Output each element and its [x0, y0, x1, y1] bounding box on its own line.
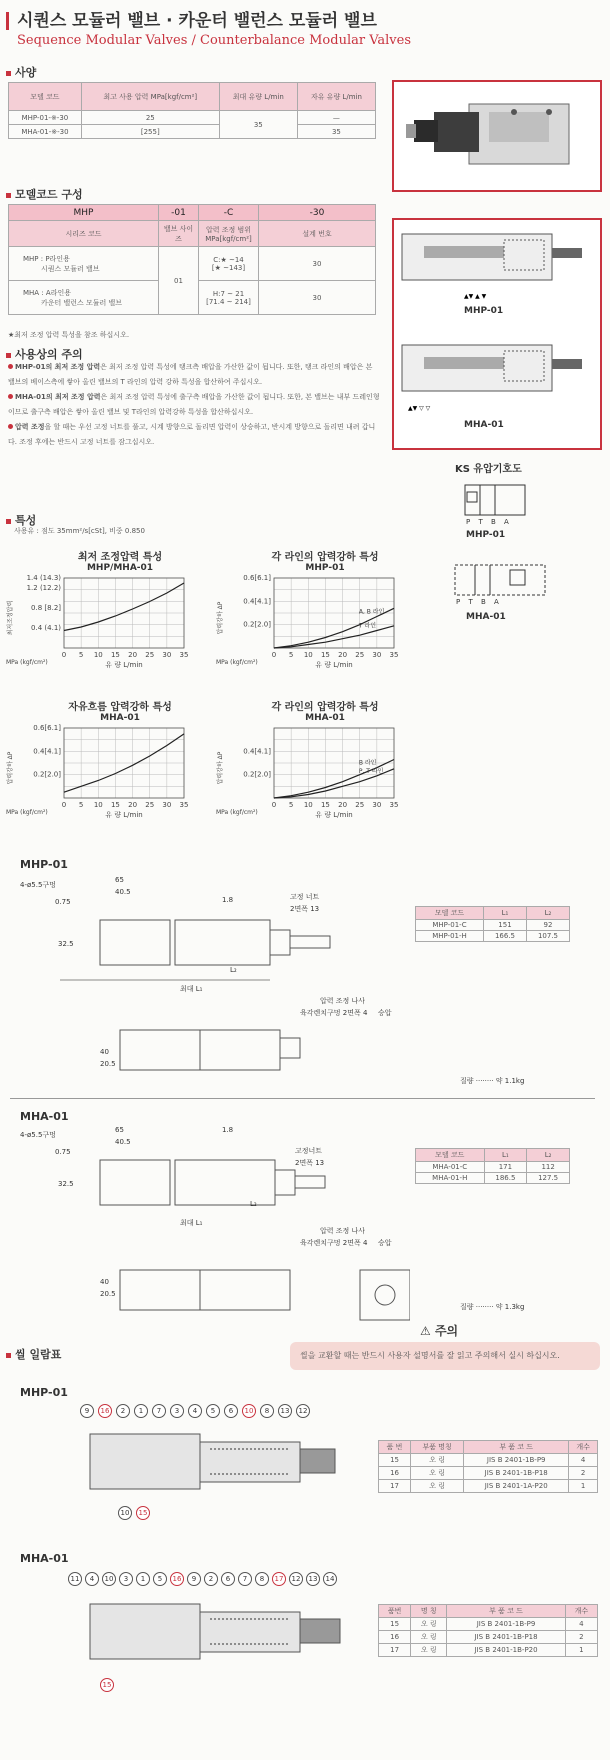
- seal-th: 개수: [569, 1441, 598, 1454]
- code-part: MHP: [9, 205, 159, 221]
- characteristics-heading: 특성: [6, 512, 36, 528]
- dim-mha-label-205: 20.5: [100, 1290, 116, 1298]
- x-tick-label: 20: [128, 651, 138, 659]
- y-tick-label: 1.2 (12.2): [26, 584, 61, 592]
- valve-photo-image: [394, 82, 600, 190]
- dim-th: L₂: [527, 1149, 570, 1162]
- dim-mhp-label-holes: 4-ø5.5구멍: [20, 881, 56, 889]
- seal-cell: 1: [565, 1644, 597, 1657]
- dim-mhp-label-up: 승압: [378, 1009, 392, 1017]
- callout-number: 12: [289, 1572, 303, 1586]
- spec-cell: —: [297, 111, 375, 125]
- model-code-table: [8, 204, 376, 315]
- model-footnote: ★최저 조정 압력 특성을 참조 하십시오.: [8, 331, 130, 339]
- callout-number: 4: [188, 1404, 202, 1418]
- series-label: P, T 라인: [358, 767, 384, 775]
- y-axis-label: 압력강하 ΔP: [7, 751, 14, 785]
- seal-heading: 씰 일람표: [6, 1346, 61, 1362]
- dim-mha-label-l1: 최대 L₁: [180, 1219, 203, 1227]
- dim-mhp-label-screw: 압력 조정 나사: [320, 997, 366, 1005]
- y-tick-label: 0.2[2.0]: [243, 620, 271, 629]
- dim-mhp-label-nut: 고정 너트: [290, 893, 320, 901]
- dim-mha-label-wrench: 육각렌치구멍 2면폭 4: [300, 1239, 368, 1247]
- dim-mhp-label-nutwidth: 2면폭 13: [290, 905, 320, 913]
- dim-cell: MHP-01-H: [416, 931, 484, 942]
- chart-mha-pressure-drop: [214, 722, 424, 834]
- y-axis-unit: MPa (kgf/cm²): [216, 659, 258, 666]
- callout-number: 13: [306, 1572, 320, 1586]
- dim-th: 모델 코드: [416, 907, 484, 920]
- spec-col: 최고 사용 압력 MPa[kgf/cm²]: [81, 83, 219, 111]
- y-tick-label: 0.2[2.0]: [243, 770, 271, 779]
- chart2-header: [235, 548, 415, 573]
- seal-th: 부품 명칭: [411, 1441, 464, 1454]
- x-tick-label: 35: [179, 651, 189, 659]
- chart4-subtitle: MHA-01: [305, 713, 345, 723]
- page-header: [6, 6, 411, 48]
- dim-cell: 186.5: [484, 1173, 527, 1184]
- cutaway-drawing: [394, 220, 600, 448]
- code-sub: 압력 조정 범위 MPa[kgf/cm²]: [199, 221, 259, 247]
- dim-mha-label-l2: L₂: [250, 1200, 257, 1208]
- dim-mha-label-405: 40.5: [115, 1138, 131, 1146]
- seal-cell: 1: [569, 1480, 598, 1493]
- callout-number: 10: [242, 1404, 256, 1418]
- cautions-list: [8, 360, 380, 450]
- chart3-title: 자유흐름 압력강하 특성: [68, 702, 172, 713]
- callout-number: 2: [204, 1572, 218, 1586]
- dim-mha-heading: MHA-01: [20, 1110, 69, 1123]
- caution-item: MHA-01의 최저 조정 압력은 최저 조정 압력 특성에 출구측 배압을 가산한 값이 됩니다. 또한, 본 밸브는 내부 드레인형 이므로 출구측 배압은 쌓아 올린 밸브 및 T라인의 압력강하 특성을 합산하십시오.: [8, 393, 380, 416]
- cutaway-label-1: MHP-01: [464, 306, 504, 316]
- x-axis-label: 유 량 L/min: [105, 661, 143, 669]
- chart3-subtitle: MHA-01: [100, 713, 140, 723]
- seal-cell: 16: [379, 1631, 411, 1644]
- dim-cell: 112: [527, 1162, 570, 1173]
- page-title: [6, 6, 411, 31]
- callout-number: 1: [136, 1572, 150, 1586]
- dim-th: L₂: [526, 907, 569, 920]
- seal-th: 개수: [565, 1605, 597, 1618]
- warn-title: ⚠ 주의: [420, 1324, 459, 1338]
- code-design: 30: [259, 281, 376, 315]
- x-tick-label: 0: [271, 801, 277, 809]
- dim-cell: MHA-01-C: [416, 1162, 485, 1173]
- title-ko: 시퀀스 모듈러 밸브 · 카운터 밸런스 모듈러 밸브: [17, 11, 377, 31]
- caution-item: 압력 조정을 할 때는 우선 고정 너트를 풀고, 시계 방향으로 돌리면 압력이 상승하고, 반시계 방향으로 돌리면 내려 갑니다. 조정 후에는 반드시 고정 너트를 잠그십시오.: [8, 423, 376, 446]
- callout-number: 6: [224, 1404, 238, 1418]
- y-tick-label: 0.4 (4.1): [31, 624, 61, 632]
- x-tick-label: 35: [389, 651, 399, 659]
- x-tick-label: 15: [320, 801, 330, 809]
- callout-number: 7: [238, 1572, 252, 1586]
- seal-cell: JIS B 2401-1B-P20: [447, 1644, 565, 1657]
- x-tick-label: 35: [389, 801, 399, 809]
- callout-number: 12: [296, 1404, 310, 1418]
- callout-number: 13: [278, 1404, 292, 1418]
- seal-mha-heading: MHA-01: [20, 1552, 69, 1565]
- svg-text:▲▼ ▽ ▽: ▲▼ ▽ ▽: [408, 405, 431, 412]
- chart1-header: [30, 548, 210, 573]
- seal-th: 부 품 코 드: [447, 1605, 565, 1618]
- chart3-header: [30, 698, 210, 723]
- chart-mha-free-flow: [4, 722, 214, 834]
- series-label: A, B 라인: [358, 608, 385, 616]
- code-part: -01: [159, 205, 199, 221]
- code-pressure: C:★ ~14 [★ ~143]: [199, 247, 259, 281]
- callout-number: 1: [134, 1404, 148, 1418]
- dim-th: 모델 코드: [416, 1149, 485, 1162]
- x-tick-label: 10: [303, 651, 313, 659]
- seal-cell: JIS B 2401-1B-P9: [464, 1454, 569, 1467]
- model-code-heading: 모델코드 구성: [6, 186, 83, 202]
- warn-box: 씰을 교환할 때는 반드시 사용자 설명서를 잘 읽고 주의해서 실시 하십시오.: [290, 1342, 600, 1370]
- y-axis-unit: MPa (kgf/cm²): [216, 809, 258, 816]
- y-tick-label: 0.4[4.1]: [243, 597, 271, 606]
- dim-mha-label-screw: 압력 조정 나사: [320, 1227, 366, 1235]
- dim-mha-weight: 질량 ········ 약 1.3kg: [460, 1303, 525, 1311]
- seal-cell: 4: [565, 1618, 597, 1631]
- callout-number: 14: [323, 1572, 337, 1586]
- x-tick-label: 20: [338, 801, 348, 809]
- x-tick-label: 30: [372, 651, 382, 659]
- chart1-subtitle: MHP/MHA-01: [86, 563, 154, 573]
- code-part: -C: [199, 205, 259, 221]
- spec-cell: 25: [81, 111, 219, 125]
- dim-cell: 171: [484, 1162, 527, 1173]
- x-tick-label: 25: [145, 651, 155, 659]
- dim-mhp-weight: 질량 ········ 약 1.1kg: [460, 1077, 525, 1085]
- chart2-title: 각 라인의 압력강하 특성: [271, 552, 379, 563]
- code-design: 30: [259, 247, 376, 281]
- dim-mha-label-holes: 4-ø5.5구멍: [20, 1131, 56, 1139]
- callout-number: 5: [153, 1572, 167, 1586]
- dim-mhp-label-wrench: 육각렌치구멍 2면폭 4: [300, 1009, 368, 1017]
- seal-cell: 2: [565, 1631, 597, 1644]
- dim-mhp-label-205: 20.5: [100, 1060, 116, 1068]
- ks-ports-mha: P T B A: [456, 598, 499, 606]
- spec-col: 최대 유량 L/min: [219, 83, 297, 111]
- callout-number: 4: [85, 1572, 99, 1586]
- dim-mhp-label-405: 40.5: [115, 888, 131, 896]
- x-tick-label: 0: [61, 651, 67, 659]
- product-photo: [392, 80, 602, 192]
- callout-number: 3: [119, 1572, 133, 1586]
- x-tick-label: 10: [93, 651, 103, 659]
- callout-number: 8: [255, 1572, 269, 1586]
- callout-number: 2: [116, 1404, 130, 1418]
- seal-cell: JIS B 2401-1B-P18: [464, 1467, 569, 1480]
- code-pressure: H:7 ~ 21 [71.4 ~ 214]: [199, 281, 259, 315]
- dim-cell: 127.5: [527, 1173, 570, 1184]
- code-series: MHA : A라인용 카운터 밸런스 모듈러 밸브: [9, 281, 159, 315]
- ks-label-mha: MHA-01: [466, 612, 506, 622]
- callout-number: 3: [170, 1404, 184, 1418]
- series-line: [64, 583, 184, 631]
- code-sub: 설계 번호: [259, 221, 376, 247]
- seal-cell: 오 링: [411, 1631, 447, 1644]
- code-sub: 시리즈 코드: [9, 221, 159, 247]
- callout-number: 17: [272, 1572, 286, 1586]
- caution-item: MHP-01의 최저 조정 압력은 최저 조정 압력 특성에 탱크측 배압을 가산한 값이 됩니다. 또한, 탱크 라인의 배압은 본 밸브의 베이스측에 쌓아 올린 밸브의 T 라인의 압력 강하 특성을 합산하여 주십시오.: [8, 363, 373, 386]
- x-tick-label: 30: [372, 801, 382, 809]
- spec-table: [8, 82, 376, 139]
- x-tick-label: 25: [145, 801, 155, 809]
- dim-cell: 166.5: [483, 931, 526, 942]
- x-tick-label: 35: [179, 801, 189, 809]
- y-tick-label: 0.6[6.1]: [33, 724, 61, 732]
- seal-cell: 15: [379, 1618, 411, 1631]
- callout-number: 11: [68, 1572, 82, 1586]
- x-tick-label: 5: [78, 801, 84, 809]
- callout-number: 10: [102, 1572, 116, 1586]
- seal-cell: JIS B 2401-1A-P20: [464, 1480, 569, 1493]
- callout-number: 15: [100, 1678, 114, 1692]
- code-sub: 밸브 사이즈: [159, 221, 199, 247]
- seal-mhp-drawing: [80, 1424, 350, 1504]
- seal-mhp-callouts: [80, 1404, 370, 1418]
- seal-mhp-heading: MHP-01: [20, 1386, 68, 1399]
- code-size: 01: [159, 247, 199, 315]
- dim-cell: MHP-01-C: [416, 920, 484, 931]
- seal-th: 부 품 코 드: [464, 1441, 569, 1454]
- callout-number: 16: [98, 1404, 112, 1418]
- seal-cell: 오 링: [411, 1480, 464, 1493]
- x-tick-label: 20: [338, 651, 348, 659]
- y-tick-label: 0.2[2.0]: [33, 770, 61, 779]
- y-axis-unit: MPa (kgf/cm²): [6, 659, 48, 666]
- page-subtitle: Sequence Modular Valves / Counterbalance Modular Valves: [17, 33, 412, 48]
- callout-number: 16: [170, 1572, 184, 1586]
- callout-number: 9: [80, 1404, 94, 1418]
- spec-heading: 사양: [6, 64, 36, 80]
- seal-cell: JIS B 2401-1B-P9: [447, 1618, 565, 1631]
- dim-mhp-table: [415, 906, 570, 942]
- seal-cell: 2: [569, 1467, 598, 1480]
- spec-cell: 35: [219, 111, 297, 139]
- warning-icon: ⚠: [420, 1324, 431, 1338]
- chart-min-pressure: [4, 572, 214, 684]
- y-axis-label: 최저조정압력: [7, 600, 14, 636]
- dim-mha-label-325: 32.5: [58, 1180, 74, 1188]
- callout-number: 7: [152, 1404, 166, 1418]
- y-tick-label: 0.6[6.1]: [243, 574, 271, 582]
- x-axis-label: 유 량 L/min: [105, 811, 143, 819]
- x-tick-label: 20: [128, 801, 138, 809]
- x-tick-label: 5: [288, 801, 294, 809]
- dim-cell: 92: [526, 920, 569, 931]
- seal-cell: 오 링: [411, 1644, 447, 1657]
- dim-mhp-label-075: 0.75: [55, 898, 71, 906]
- spec-col: 모델 코드: [9, 83, 82, 111]
- callout-number: 5: [206, 1404, 220, 1418]
- chart4-title: 각 라인의 압력강하 특성: [271, 702, 379, 713]
- seal-mha-callouts-bottom: [100, 1678, 114, 1692]
- dim-th: L₁: [484, 1149, 527, 1162]
- y-axis-label: 압력강하 ΔP: [217, 751, 224, 785]
- oil-spec: 사용유 : 점도 35mm²/s[cSt], 비중 0.850: [14, 527, 145, 535]
- seal-mha-drawing: [80, 1594, 350, 1674]
- series-label: B 라인: [358, 759, 377, 767]
- x-tick-label: 10: [303, 801, 313, 809]
- x-tick-label: 0: [271, 651, 277, 659]
- x-tick-label: 25: [355, 651, 365, 659]
- spec-col: 자유 유량 L/min: [297, 83, 375, 111]
- ks-label-mhp: MHP-01: [466, 530, 506, 540]
- dim-mha-label-075: 0.75: [55, 1148, 71, 1156]
- ks-ports-mhp: P T B A: [466, 518, 509, 526]
- chart2-subtitle: MHP-01: [305, 563, 345, 573]
- dim-cell: 151: [483, 920, 526, 931]
- x-tick-label: 10: [93, 801, 103, 809]
- seal-cell: 오 링: [411, 1454, 464, 1467]
- chart1-title: 최저 조정압력 특성: [77, 552, 163, 563]
- code-series: MHP : P라인용 시퀀스 모듈러 밸브: [9, 247, 159, 281]
- x-tick-label: 15: [320, 651, 330, 659]
- y-axis-label: 압력강하 ΔP: [217, 601, 224, 635]
- x-axis-label: 유 량 L/min: [315, 661, 353, 669]
- seal-cell: 4: [569, 1454, 598, 1467]
- spec-cell: MHP-01-※-30: [9, 111, 82, 125]
- seal-mha-callouts: [68, 1572, 368, 1586]
- dim-mhp-heading: MHP-01: [20, 858, 68, 871]
- dim-mhp-label-18: 1.8: [222, 896, 234, 904]
- ks-heading: KS 유압기호도: [455, 464, 522, 475]
- callout-number: 8: [260, 1404, 274, 1418]
- dim-mha-label-up: 승압: [378, 1239, 392, 1247]
- dim-mha-label-nut: 고정너트: [295, 1147, 323, 1155]
- divider: [10, 1098, 595, 1099]
- svg-text:▲▼ ▲ ▼: ▲▼ ▲ ▼: [464, 293, 487, 300]
- seal-th: 품번: [379, 1605, 411, 1618]
- seal-th: 품 번: [379, 1441, 411, 1454]
- x-tick-label: 5: [78, 651, 84, 659]
- seal-cell: 오 링: [411, 1618, 447, 1631]
- dim-mha-label-65: 65: [115, 1126, 124, 1134]
- dim-mha-label-40: 40: [100, 1278, 109, 1286]
- dim-mhp-label-325: 32.5: [58, 940, 74, 948]
- y-axis-unit: MPa (kgf/cm²): [6, 809, 48, 816]
- seal-th: 명 칭: [411, 1605, 447, 1618]
- seal-cell: 17: [379, 1644, 411, 1657]
- x-tick-label: 15: [110, 651, 120, 659]
- code-part: -30: [259, 205, 376, 221]
- dim-th: L₁: [483, 907, 526, 920]
- seal-cell: 오 링: [411, 1467, 464, 1480]
- seal-cell: 15: [379, 1454, 411, 1467]
- dim-mhp-label-l2: L₂: [230, 966, 237, 974]
- callout-number: 6: [221, 1572, 235, 1586]
- y-tick-label: 1.4 (14.3): [26, 574, 61, 582]
- x-tick-label: 25: [355, 801, 365, 809]
- callout-number: 9: [187, 1572, 201, 1586]
- seal-mhp-callouts-bottom: [118, 1506, 150, 1520]
- spec-cell: MHA-01-※-30: [9, 125, 82, 139]
- x-tick-label: 30: [162, 651, 172, 659]
- seal-cell: 17: [379, 1480, 411, 1493]
- spec-cell: 35: [297, 125, 375, 139]
- seal-cell: 16: [379, 1467, 411, 1480]
- dim-cell: 107.5: [526, 931, 569, 942]
- y-tick-label: 0.4[4.1]: [243, 747, 271, 756]
- spec-cell: [255]: [81, 125, 219, 139]
- dim-mha-label-18: 1.8: [222, 1126, 234, 1134]
- dim-mhp-label-40: 40: [100, 1048, 109, 1056]
- y-tick-label: 0.8 [8.2]: [31, 604, 61, 612]
- dim-mha-label-nutwidth: 2면폭 13: [295, 1159, 325, 1167]
- x-tick-label: 30: [162, 801, 172, 809]
- chart4-header: [235, 698, 415, 723]
- seal-mha-table: [378, 1604, 598, 1657]
- cutaway-box: [392, 218, 602, 450]
- callout-number: 10: [118, 1506, 132, 1520]
- chart-mhp-pressure-drop: [214, 572, 424, 684]
- y-tick-label: 0.4[4.1]: [33, 747, 61, 756]
- dim-mha-table: [415, 1148, 570, 1184]
- dim-mhp-label-65: 65: [115, 876, 124, 884]
- seal-mhp-table: [378, 1440, 598, 1493]
- cutaway-label-2: MHA-01: [464, 420, 504, 430]
- series-label: T 라인: [358, 622, 377, 630]
- x-axis-label: 유 량 L/min: [315, 811, 353, 819]
- dim-mhp-label-l1: 최대 L₁: [180, 985, 203, 993]
- callout-number: 15: [136, 1506, 150, 1520]
- x-tick-label: 5: [288, 651, 294, 659]
- x-tick-label: 0: [61, 801, 67, 809]
- seal-cell: JIS B 2401-1B-P18: [447, 1631, 565, 1644]
- x-tick-label: 15: [110, 801, 120, 809]
- dim-cell: MHA-01-H: [416, 1173, 485, 1184]
- cautions-heading: 사용상의 주의: [6, 346, 83, 362]
